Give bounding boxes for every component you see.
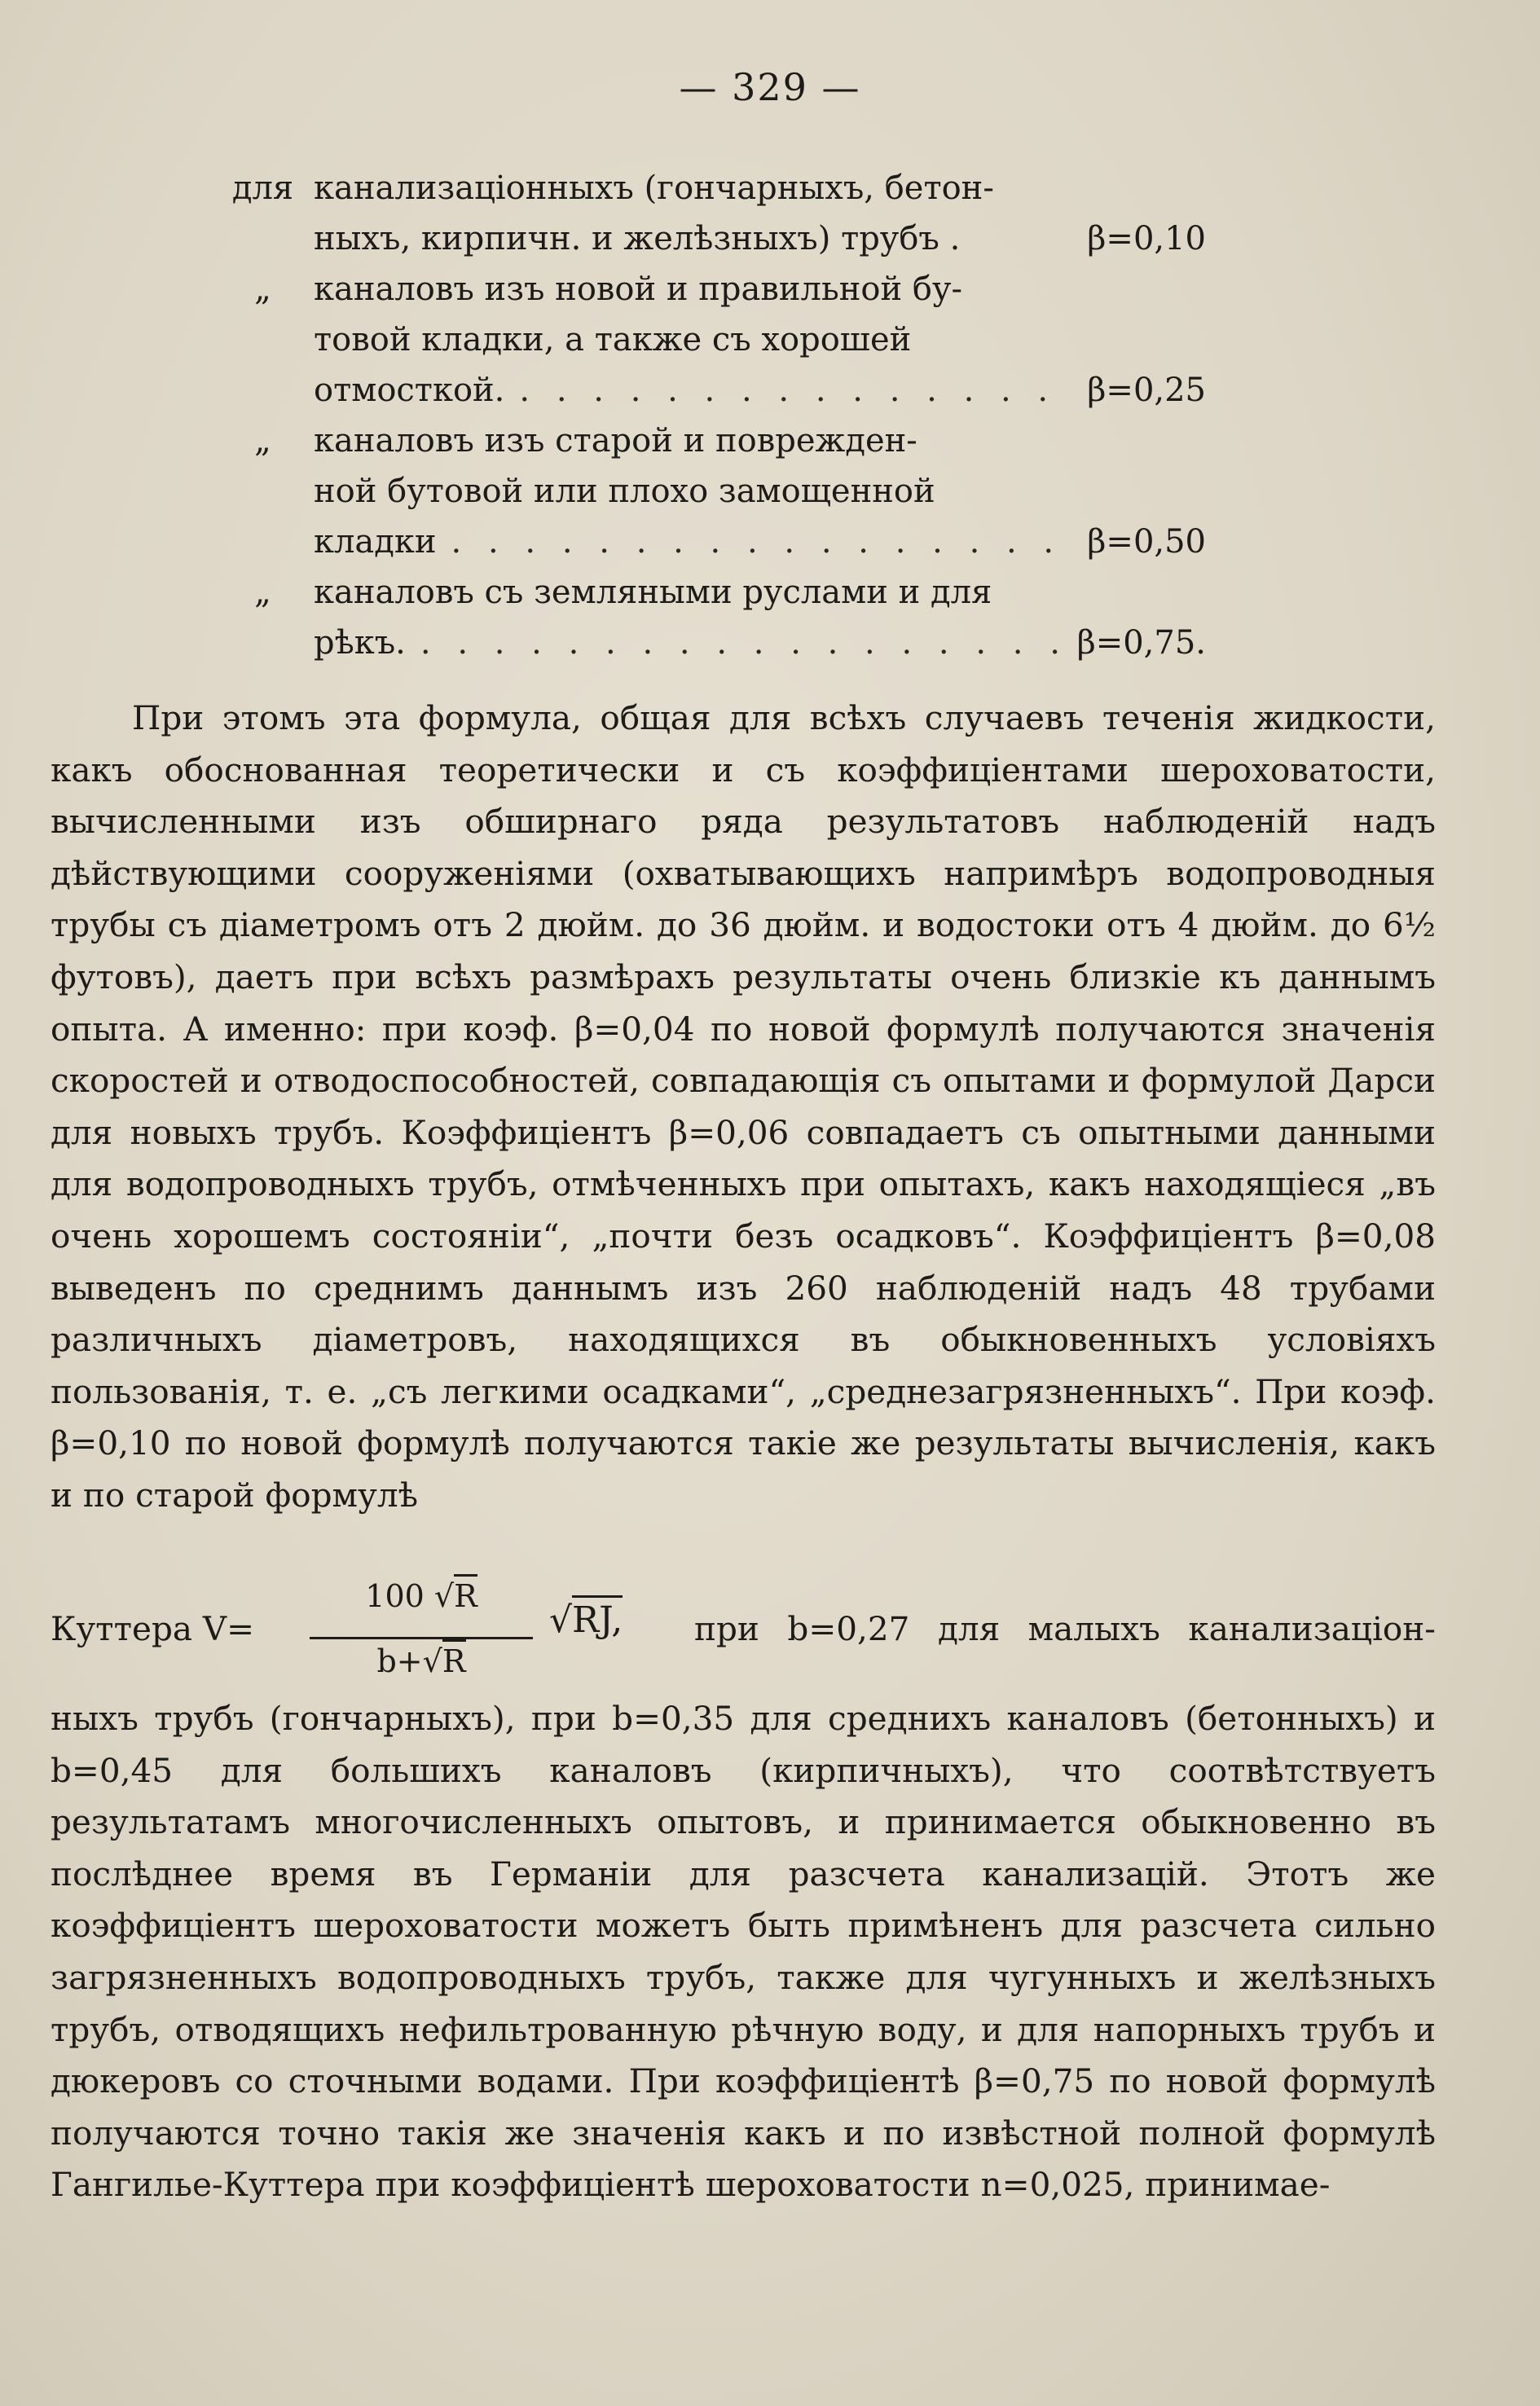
table-row [220,365,1206,416]
paragraph-continued [51,1693,1436,2211]
table-row [220,618,1206,668]
table-row-value: β=0,25 [1087,372,1206,409]
formula-trailing-text: при b=0,27 для малыхъ канализаціон- [694,1609,1436,1648]
table-row-text: каналовъ изъ старой и поврежден- [314,422,917,460]
table-row [220,466,1206,517]
table-row [220,416,1206,466]
denominator-term: b+ [376,1643,423,1679]
table-row [220,264,1206,314]
leader-line [314,365,1206,416]
table-row-value: β=0,50 [1087,523,1206,561]
table-row [220,163,1206,213]
leader-line [314,517,1206,567]
table-row-text: каналовъ съ земляными руслами и для [314,574,992,611]
dot-leader [519,365,1072,416]
table-row [220,314,1206,365]
table-row-text: канализаціонныхъ (гончарныхъ, бетон- [314,169,994,207]
numerator-coefficient: 100 [365,1578,425,1614]
dot-leader [420,618,1063,668]
radical-sign-icon: √ [433,1578,455,1614]
table-row-text: рѣкъ. [314,624,406,662]
paragraph-text: ныхъ трубъ (гончарныхъ), при b=0,35 для среднихъ каналовъ (бетонныхъ) и b=0,45 для большихъ каналовъ (кирпичныхъ), что соотвѣтствуетъ результатамъ многочисленныхъ опытовъ, и принимается обыкновенно въ послѣднее время въ Германіи для разсчета канализацій. Этотъ же коэффиціентъ шероховатости можетъ быть примѣненъ для разсчета сильно загрязненныхъ водопроводныхъ трубъ, также для чугунныхъ и желѣзныхъ трубъ, отводящихъ нефильтрованную рѣчную воду, и для напорныхъ трубъ и дюкеровъ со сточными водами. При коэффиціентѣ β=0,75 по новой формулѣ получаются точно такія же значенія какъ и по извѣстной полной формулѣ Гангилье-Куттера при коэффиціентѣ шероховатости n=0,025, принимае- [51,1699,1436,2205]
table-row-prefix: для [231,169,294,207]
table-row-prefix: „ [254,271,271,308]
paragraph-main [51,693,1436,1522]
radical-sign-icon: √ [422,1643,442,1679]
denominator-radicand: R [442,1639,466,1679]
table-row [220,567,1206,618]
table-row-text: кладки [314,523,437,561]
table-row [220,213,1206,264]
dot-leader [451,517,1073,567]
table-row [220,517,1206,567]
formula-denominator [303,1643,539,1679]
table-row-prefix: „ [254,422,271,460]
table-row-value: β=0,75. [1076,624,1206,662]
table-row-text: товой кладки, а также съ хорошей [314,321,912,358]
table-row-text: ныхъ, кирпичн. и желѣзныхъ) трубъ . [314,220,961,257]
table-row-value: β=0,10 [1087,220,1206,257]
formula-numerator [303,1578,539,1614]
leader-line [314,618,1206,668]
formula-fraction [303,1578,539,1689]
formula-label: Куттера V= [51,1609,255,1648]
page-number: — 329 — [679,65,861,109]
radical-sign-icon: √ [549,1599,573,1641]
table-row-text: ной бутовой или плохо замощенной [314,473,935,510]
formula-root [549,1599,623,1641]
paragraph-text: При этомъ эта формула, общая для всѣхъ случаевъ теченія жидкости, какъ обоснованная теоретически и съ коэффиціентами шероховатости, вычисленными изъ обширнаго ряда результатовъ наблюденій надъ дѣйствующими сооруженіями (охватывающихъ напримѣръ водопроводныя трубы съ діаметромъ отъ 2 дюйм. до 36 дюйм. и водостоки отъ 4 дюйм. до 6½ футовъ), даетъ при всѣхъ размѣрахъ результаты очень близкіе къ даннымъ опыта. А именно: при коэф. β=0,04 по новой формулѣ получаются значенія скоростей и отводоспособностей, совпадающія съ опытами и формулой Дарси для новыхъ трубъ. Коэффиціентъ β=0,06 совпадаетъ съ опытными данными для водопроводныхъ трубъ, отмѣченныхъ при опытахъ, какъ находящіеся „въ очень хорошемъ состояніи“, „почти безъ осадковъ“. Коэффиціентъ β=0,08 выведенъ по среднимъ даннымъ изъ 260 наблюденій надъ 48 трубами различныхъ діаметровъ, находящихся въ обыкновенныхъ условіяхъ пользованія, т. е. „съ легкими осадками“, „среднезагрязненныхъ“. При коэф. β=0,10 по новой формулѣ получаются такіе же результаты вычисленія, какъ и по старой формулѣ [51,698,1436,1515]
fraction-bar [310,1637,533,1639]
root-radicand: RJ, [572,1595,623,1641]
table-row-prefix: „ [254,574,271,611]
numerator-radicand: R [454,1574,477,1614]
table-row-text: отмосткой. [314,372,505,409]
kutter-formula [51,1568,1436,1699]
table-row-text: каналовъ изъ новой и правильной бу- [314,271,962,308]
